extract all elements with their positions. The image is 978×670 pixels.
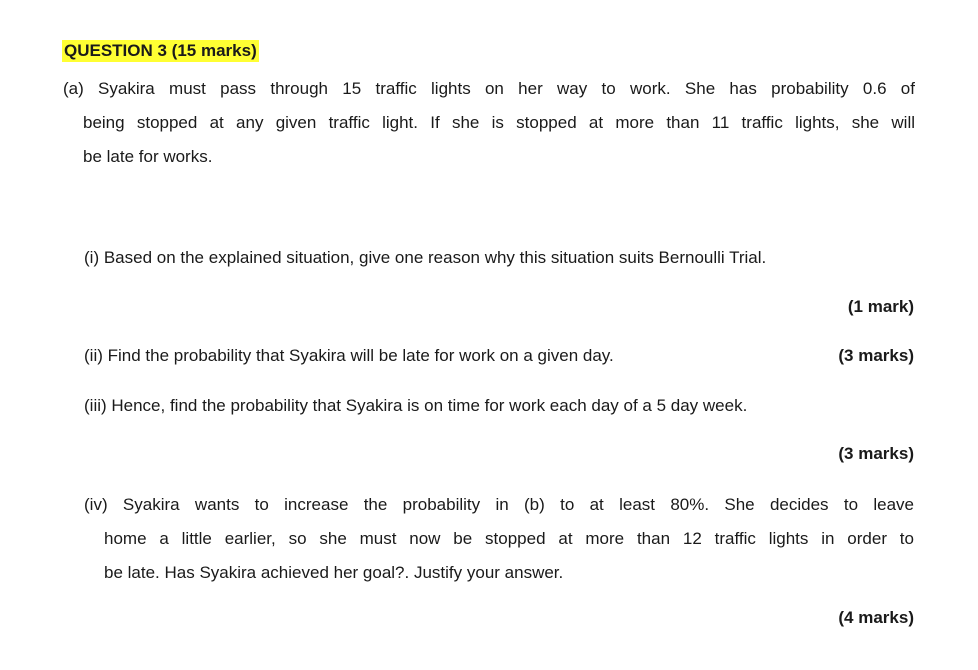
sub-question-ii: (ii) Find the probability that Syakira will be late for work on a given day. (84, 346, 614, 365)
sub-question-i-marks: (1 mark) (847, 297, 914, 316)
part-a-line-2: being stopped at any given traffic light. If she is stopped at more than 11 traffic lights, she will (83, 113, 915, 132)
sub-question-iii: (iii) Hence, find the probability that Syakira is on time for work each day of a 5 day week. (84, 396, 748, 415)
sub-question-i: (i) Based on the explained situation, give one reason why this situation suits Bernoulli Trial. (84, 248, 767, 267)
part-a-line-3: be late for works. (83, 147, 213, 166)
sub-question-iv-line-3: be late. Has Syakira achieved her goal?. Justify your answer. (104, 563, 564, 582)
part-a-paragraph (63, 72, 915, 174)
sub-question-ii-marks: (3 marks) (838, 346, 914, 365)
sub-question-iv (84, 488, 914, 590)
sub-question-iv-line-1: (iv) Syakira wants to increase the probability in (b) to at least 80%. She decides to leave (84, 495, 914, 514)
sub-question-iii-marks: (3 marks) (838, 444, 914, 463)
question-heading: QUESTION 3 (15 marks) (64, 41, 257, 60)
part-a-line-1: (a) Syakira must pass through 15 traffic lights on her way to work. She has probability 0.6 of (63, 79, 915, 98)
sub-question-iv-line-2: home a little earlier, so she must now be stopped at more than 12 traffic lights in order to (104, 529, 914, 548)
sub-question-iv-marks: (4 marks) (838, 608, 914, 627)
